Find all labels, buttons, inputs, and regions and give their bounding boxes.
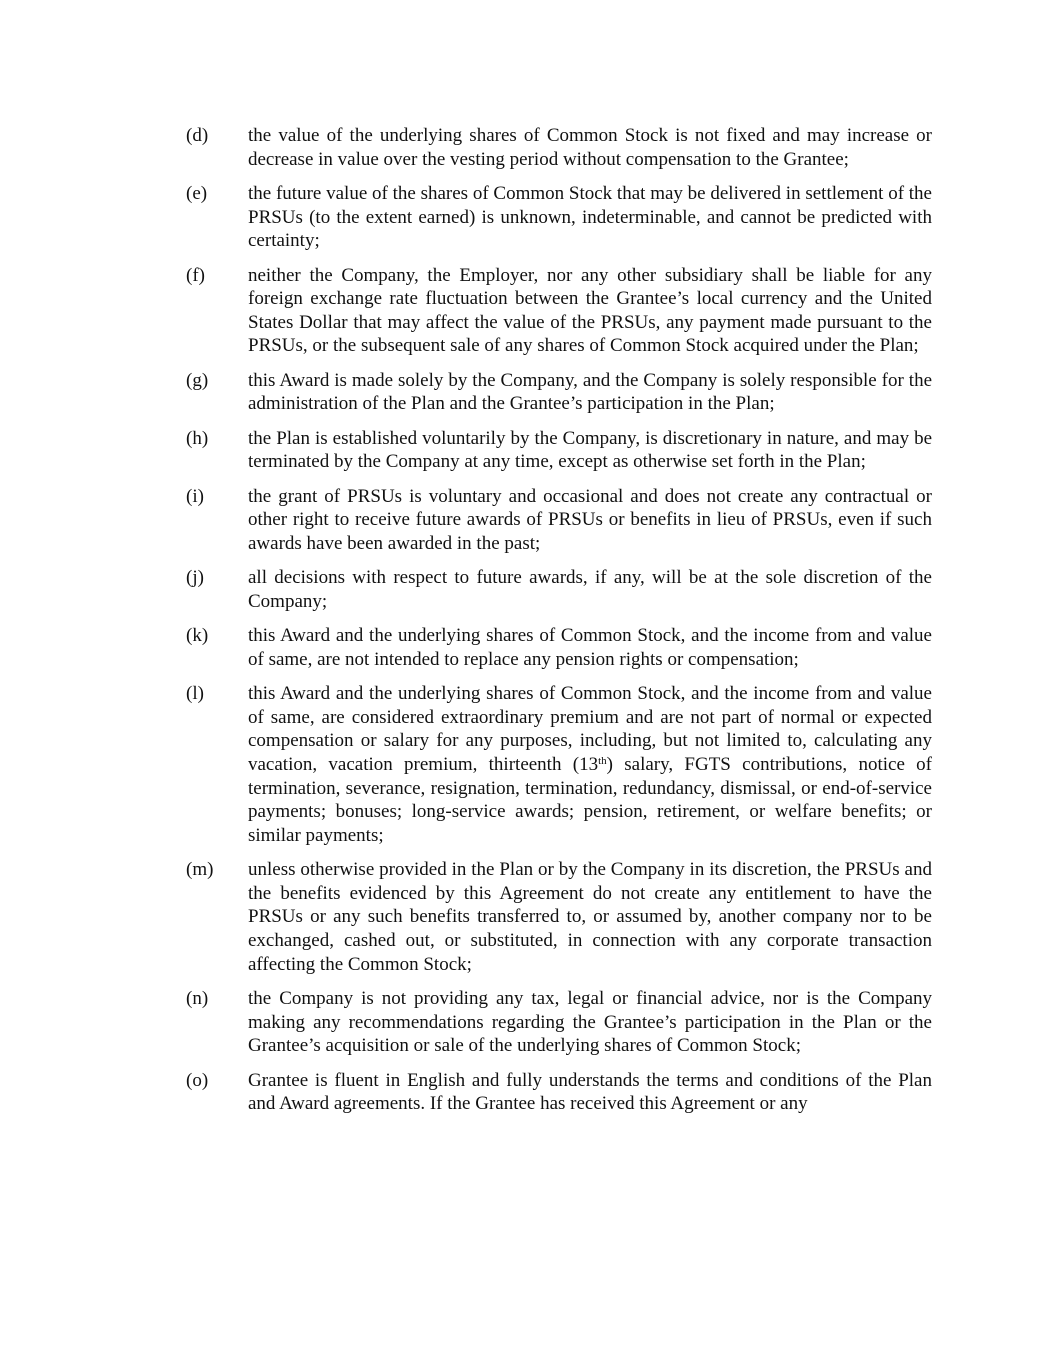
- clause-text-part: this Award and the underlying shares of Common Stock, and the income from and value of same, are considered extraordinary premium and are not part of normal or expected compensation or salary for any purposes, including, but not limited to, calculating any vacation, vacation premium, thirteenth (13: [248, 683, 932, 776]
- clause-marker: (i): [186, 485, 204, 507]
- clause-e: [186, 182, 932, 253]
- clause-text: the future value of the shares of Common Stock that may be delivered in settlement of the PRSUs (to the extent earned) is unknown, indeterminable, and cannot be predicted with certainty;: [248, 182, 932, 252]
- clause-marker: (h): [186, 427, 209, 449]
- clause-k: [186, 624, 932, 671]
- clause-m: [186, 858, 932, 976]
- clause-text: the Plan is established voluntarily by the Company, is discretionary in nature, and may be terminated by the Company at any time, except as otherwise set forth in the Plan;: [248, 427, 932, 473]
- clause-marker: (l): [186, 683, 204, 705]
- clause-g: [186, 369, 932, 416]
- clause-n: [186, 987, 932, 1058]
- clause-text: this Award is made solely by the Company, and the Company is solely responsible for the administration of the Plan and the Grantee’s participation in the Plan;: [248, 369, 932, 415]
- clause-list: [186, 124, 932, 1127]
- clause-marker: (k): [186, 625, 209, 647]
- clause-marker: (d): [186, 125, 209, 146]
- clause-i: [186, 485, 932, 556]
- clause-j: [186, 566, 932, 613]
- clause-text: neither the Company, the Employer, nor any other subsidiary shall be liable for any foreign exchange rate fluctuation between the Grantee’s local currency and the United States Dollar that may affect the value of the PRSUs, any payment made pursuant to the PRSUs, or the subsequent sale of any shares of Common Stock acquired under the Plan;: [248, 264, 932, 357]
- clause-l: [186, 682, 932, 847]
- clause-text: the grant of PRSUs is voluntary and occasional and does not create any contractual or other right to receive future awards of PRSUs or benefits in lieu of PRSUs, even if such awards have been awarded in the past;: [248, 485, 932, 554]
- clause-text: the value of the underlying shares of Common Stock is not fixed and may increase or decrease in value over the vesting period without compensation to the Grantee;: [248, 125, 932, 170]
- clause-text: all decisions with respect to future awards, if any, will be at the sole discretion of the Company;: [248, 567, 932, 612]
- clause-marker: (g): [186, 369, 209, 391]
- clause-f: [186, 264, 932, 358]
- clause-text: Grantee is fluent in English and fully understands the terms and conditions of the Plan and Award agreements. If the Grantee has received this Agreement or any: [248, 1069, 932, 1115]
- clause-text: this Award and the underlying shares of Common Stock, and the income from and value of same, are not intended to replace any pension rights or compensation;: [248, 625, 932, 670]
- clause-marker: (n): [186, 987, 209, 1009]
- superscript-ordinal: th: [598, 754, 607, 767]
- clause-h: [186, 427, 932, 474]
- clause-text: unless otherwise provided in the Plan or by the Company in its discretion, the PRSUs and the benefits evidenced by this Agreement do not create any entitlement to have the PRSUs or any such benefits transferred to, or assumed by, another company nor to be exchanged, cashed out, or substituted, in connection with any corporate transaction affecting the Common Stock;: [248, 859, 932, 975]
- clause-text: [248, 682, 932, 847]
- clause-marker: (f): [186, 264, 205, 286]
- clause-text-part: ) salary, FGTS contributions, notice of termination, severance, resignation, termination, redundancy, dismissal, or end-of-service payments; bonuses; long-service awards; pension, retirement, or welfare benefits; or similar payments;: [248, 754, 932, 846]
- clause-text: the Company is not providing any tax, legal or financial advice, nor is the Company making any recommendations regarding the Grantee’s participation in the Plan or the Grantee’s acquisition or sale of the underlying shares of Common Stock;: [248, 987, 932, 1057]
- clause-marker: (e): [186, 182, 208, 204]
- clause-marker: (j): [186, 567, 204, 589]
- clause-marker: (o): [186, 1069, 209, 1091]
- clause-marker: (m): [186, 859, 214, 881]
- clause-d: [186, 124, 932, 171]
- clause-o: [186, 1069, 932, 1116]
